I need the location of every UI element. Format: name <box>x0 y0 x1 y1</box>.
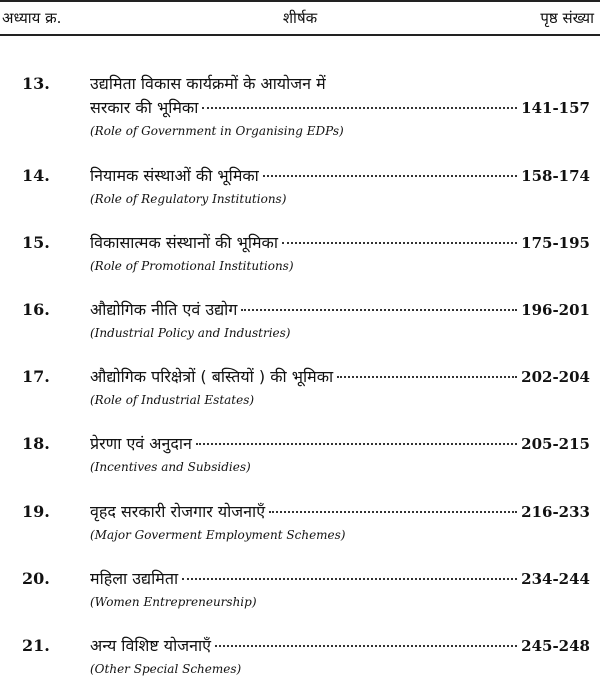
chapter-title: सरकार की भूमिका <box>90 98 199 117</box>
chapter-english-title: (Role of Regulatory Institutions) <box>90 192 287 206</box>
chapter-title: औद्योगिक नीति एवं उद्योग <box>90 300 238 319</box>
dot-leader <box>282 242 517 244</box>
chapter-number: 14. <box>22 166 50 185</box>
chapter-english-title: (Role of Industrial Estates) <box>90 393 255 407</box>
dot-leader <box>337 376 517 378</box>
chapter-number: 19. <box>22 502 50 521</box>
header-chapter-label: अध्याय क्र. <box>2 9 62 27</box>
chapter-title: प्रेरणा एवं अनुदान <box>90 434 192 453</box>
chapter-title: महिला उद्यमिता <box>90 569 179 588</box>
page-range: 196-201 <box>521 301 590 319</box>
dot-leader <box>202 107 517 109</box>
chapter-title: नियामक संस्थाओं की भूमिका <box>90 166 259 185</box>
chapter-title-line1: उद्यमिता विकास कार्यक्रमों के आयोजन में <box>90 74 326 93</box>
chapter-english-title: (Role of Government in Organising EDPs) <box>90 124 344 138</box>
page-range: 205-215 <box>521 435 590 453</box>
page-range: 202-204 <box>521 368 590 386</box>
page-range: 216-233 <box>521 503 590 521</box>
chapter-english-title: (Major Goverment Employment Schemes) <box>90 528 346 542</box>
chapter-english-title: (Women Entrepreneurship) <box>90 595 257 609</box>
chapter-number: 13. <box>22 74 50 93</box>
dot-leader <box>215 645 517 647</box>
dot-leader <box>196 443 517 445</box>
chapter-english-title: (Industrial Policy and Industries) <box>90 326 291 340</box>
chapter-english-title: (Role of Promotional Institutions) <box>90 259 294 273</box>
chapter-number: 20. <box>22 569 50 588</box>
dot-leader <box>241 309 517 311</box>
chapter-number: 16. <box>22 300 50 319</box>
header-page-label: पृष्ठ संख्या <box>540 9 594 27</box>
page-range: 158-174 <box>521 167 590 185</box>
dot-leader <box>182 578 517 580</box>
dot-leader <box>269 511 517 513</box>
chapter-number: 21. <box>22 636 50 655</box>
chapter-number: 18. <box>22 434 50 453</box>
chapter-title: वृहद सरकारी रोजगार योजनाएँ <box>90 502 266 521</box>
page-range: 245-248 <box>521 637 590 655</box>
chapter-title: विकासात्मक संस्थानों की भूमिका <box>90 233 278 252</box>
header-title-label: शीर्षक <box>282 9 318 27</box>
chapter-english-title: (Incentives and Subsidies) <box>90 460 251 474</box>
chapter-title: औद्योगिक परिक्षेत्रों ( बस्तियों ) की भूमिका <box>90 367 334 386</box>
chapter-english-title: (Other Special Schemes) <box>90 662 242 676</box>
chapter-number: 15. <box>22 233 50 252</box>
page-range: 175-195 <box>521 234 590 252</box>
dot-leader <box>263 175 517 177</box>
toc-header <box>0 0 600 36</box>
chapter-title: अन्य विशिष्ट योजनाएँ <box>90 636 211 655</box>
page-range: 234-244 <box>521 570 590 588</box>
chapter-number: 17. <box>22 367 50 386</box>
page-range: 141-157 <box>521 99 590 117</box>
